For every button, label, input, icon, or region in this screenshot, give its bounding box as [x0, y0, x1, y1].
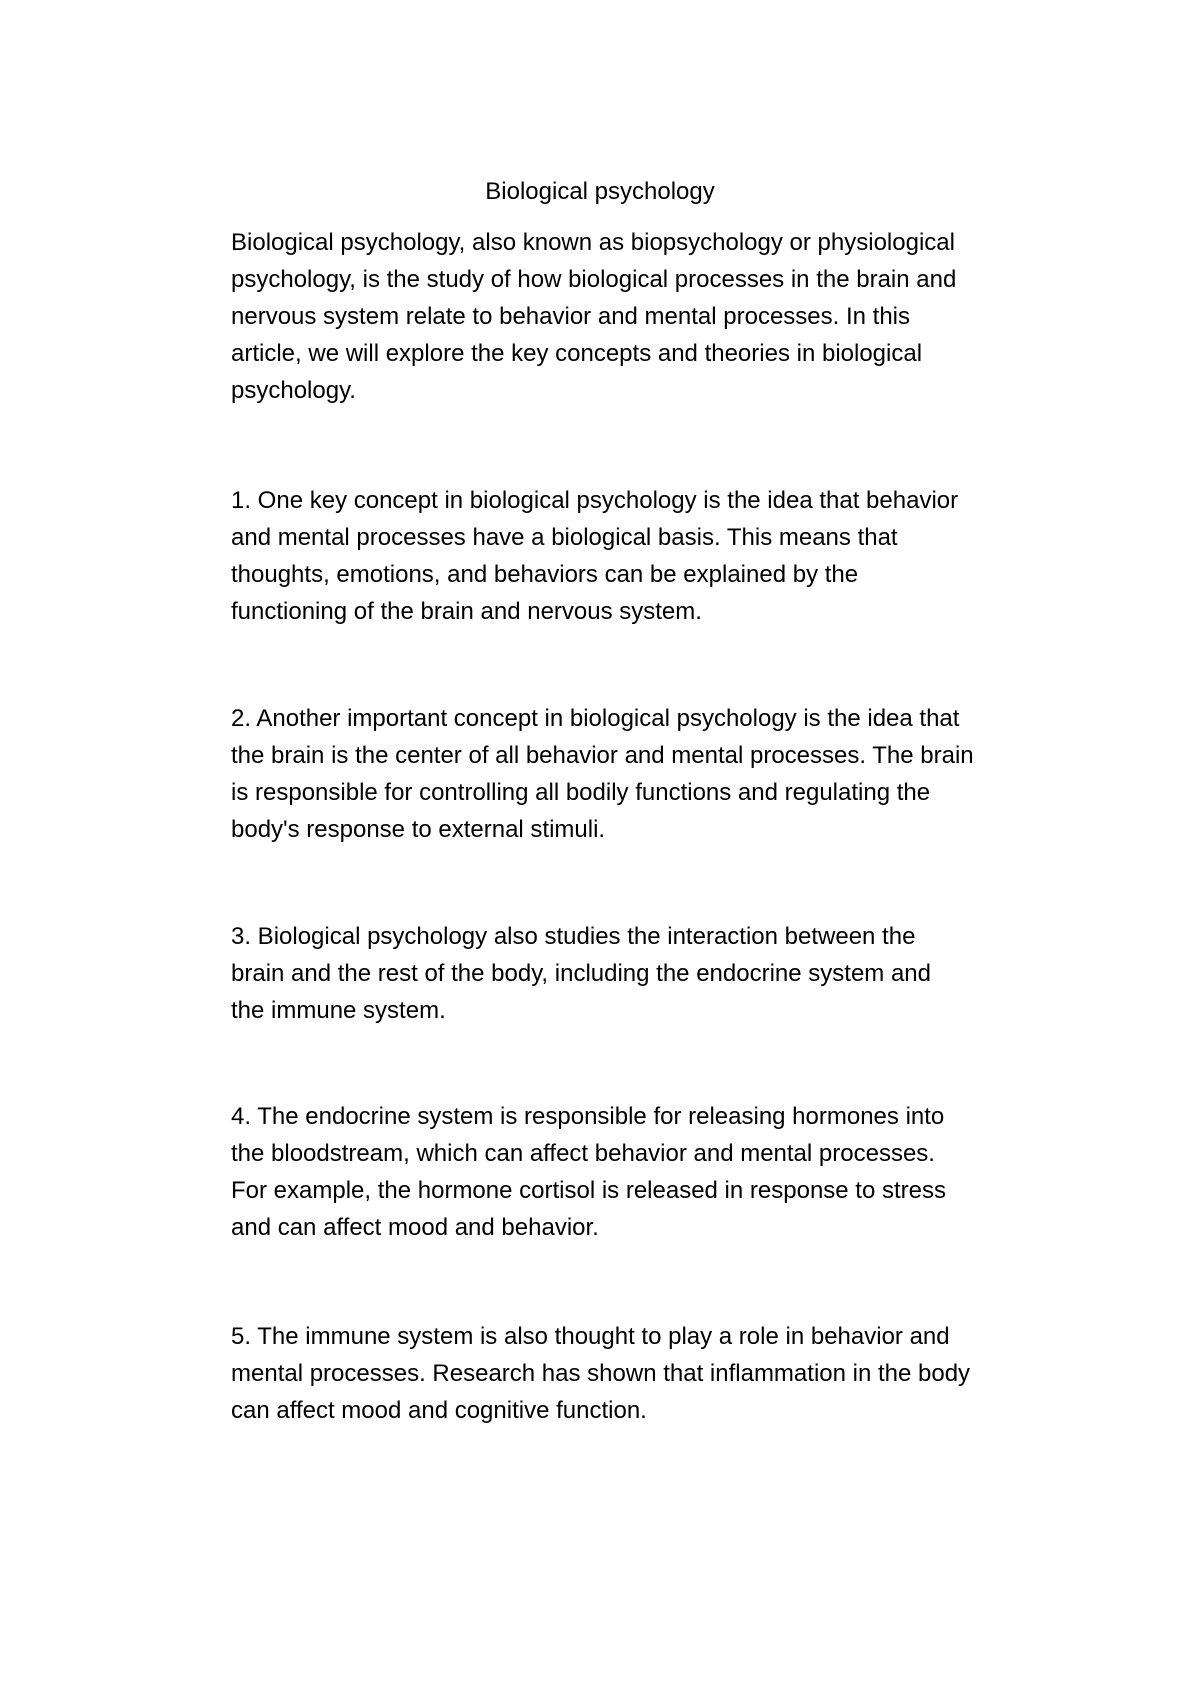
- document-title: Biological psychology: [485, 178, 715, 205]
- paragraph-3: 3. Biological psychology also studies the interaction between the brain and the rest of the body, including the endocrine system and the immune system.: [231, 923, 931, 1024]
- paragraph-1: 1. One key concept in biological psychology is the idea that behavior and mental processes have a biological basis. This means that thoughts, emotions, and behaviors can be explained by the functioning of the brain and nervous system.: [231, 487, 959, 625]
- paragraph-5: 5. The immune system is also thought to play a role in behavior and mental processes. Research has shown that inflammation in the body can affect mood and cognitive function.: [231, 1323, 971, 1424]
- paragraph-4: 4. The endocrine system is responsible for releasing hormones into the bloodstream, which can affect behavior and mental processes. For example, the hormone cortisol is released in response to stress and can affect mood and behavior.: [231, 1103, 946, 1241]
- paragraph-2: 2. Another important concept in biological psychology is the idea that the brain is the center of all behavior and mental processes. The brain is responsible for controlling all bodily functions and regulating the body's response to external stimuli.: [231, 705, 974, 843]
- intro-paragraph: Biological psychology, also known as biopsychology or physiological psychology, is the study of how biological processes in the brain and nervous system relate to behavior and mental processes. In this article, we will explore the key concepts and theories in biological psychology.: [231, 229, 957, 404]
